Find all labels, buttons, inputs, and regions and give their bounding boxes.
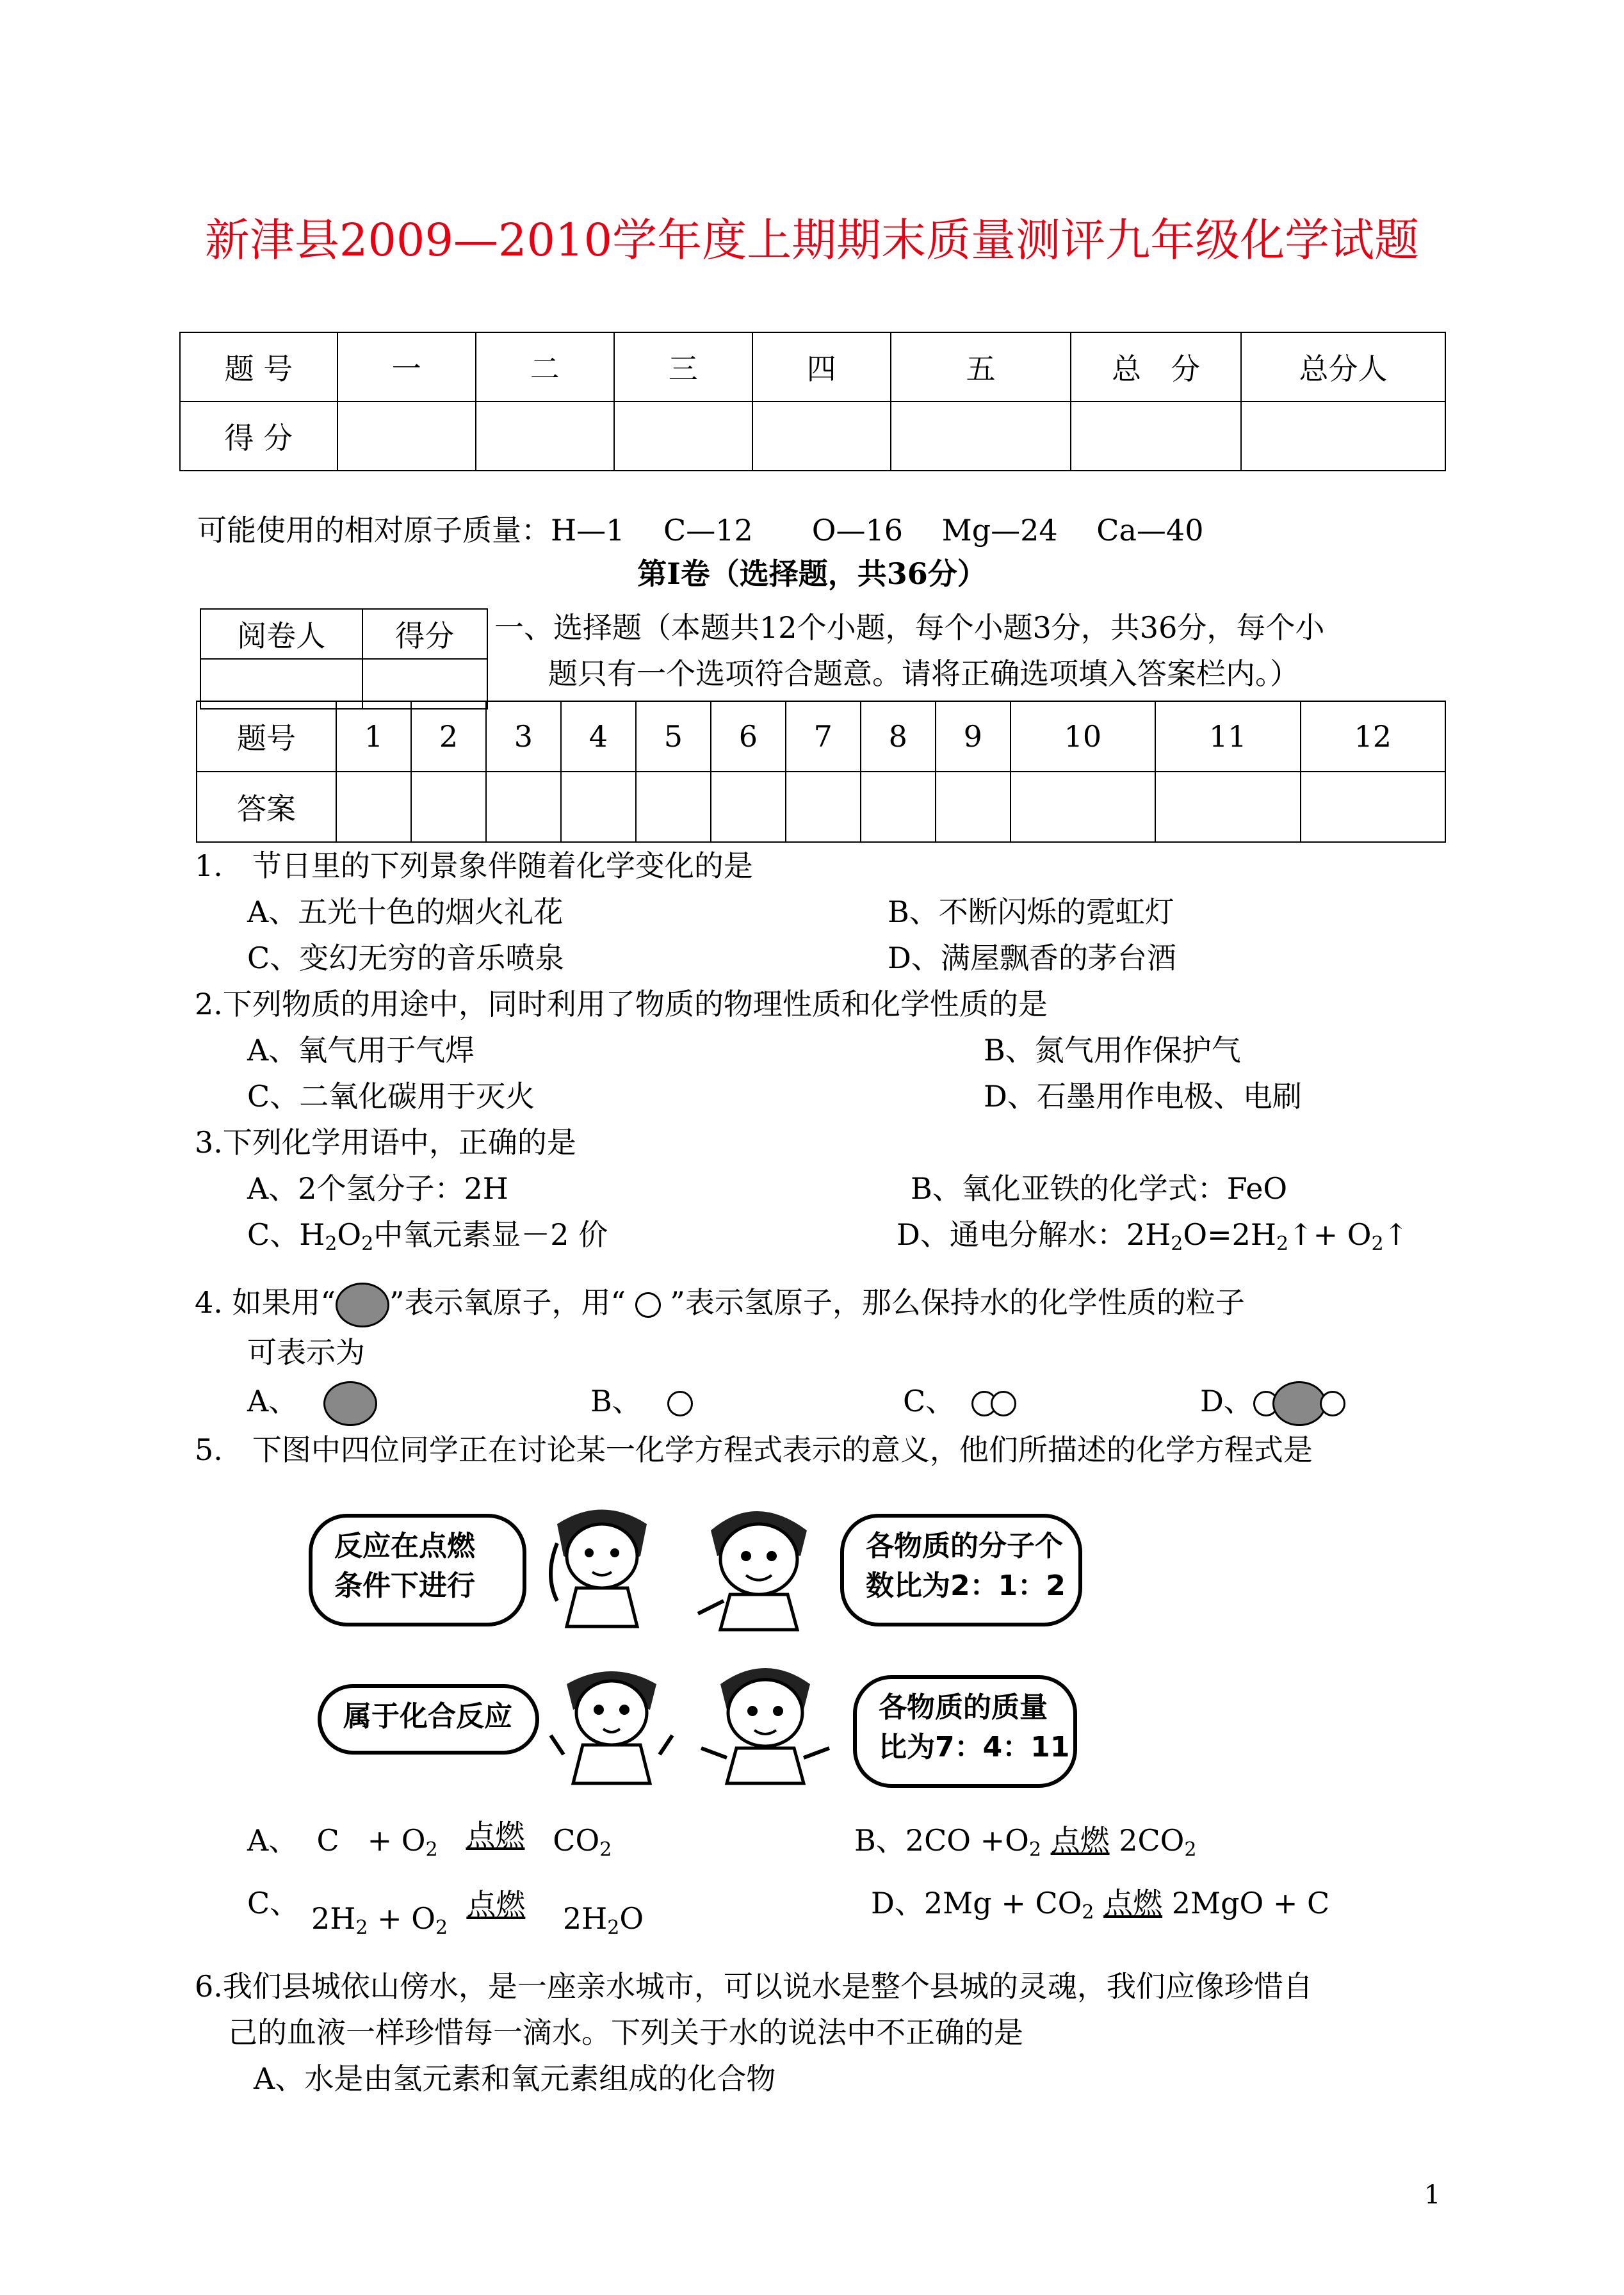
exam-title: 新津县2009—2010学年度上期期末质量测评九年级化学试题 — [204, 214, 1420, 266]
q1-option-b: B、不断闪烁的霓虹灯 — [888, 895, 1174, 929]
score-header-cell: 二 — [476, 332, 614, 401]
reviewer-label: 阅卷人 — [200, 609, 362, 659]
answer-cell — [1301, 772, 1445, 842]
speech-bubble-combination: 属于化合反应 — [318, 1684, 539, 1755]
score-header-cell: 题 号 — [180, 332, 337, 401]
student-girl-icon — [532, 1498, 672, 1633]
answer-cell — [1155, 772, 1300, 842]
question-number-cell: 5 — [636, 701, 711, 772]
answer-row-label: 答案 — [197, 772, 336, 842]
answer-table-number-row — [197, 701, 1445, 772]
question-number-cell: 9 — [936, 701, 1011, 772]
reviewer-table — [200, 608, 488, 710]
q4-stem: 4. 如果用“ ”表示氧原子，用“ ”表示氢原子，那么保持水的化学性质的粒子 — [195, 1278, 1245, 1327]
score-cell — [1241, 401, 1445, 471]
answer-cell — [1011, 772, 1155, 842]
q3-option-c: C、$H_2O_2$中氧元素显－2 价 — [247, 1217, 608, 1255]
student-boy-icon — [685, 1492, 832, 1633]
question-number-cell: 4 — [561, 701, 636, 772]
q1-stem: 1. 节日里的下列景象伴随着化学变化的是 — [195, 848, 753, 883]
answer-cell — [936, 772, 1011, 842]
score-cell — [476, 401, 614, 471]
reaction-condition: 点燃 — [1050, 1823, 1110, 1858]
score-cell — [891, 401, 1071, 471]
answer-table-answer-row — [197, 772, 1445, 842]
score-table — [179, 332, 1446, 471]
reaction-condition: 点燃 — [466, 1887, 526, 1922]
q4-option-a: A、 — [247, 1377, 377, 1426]
speech-bubble-mass-ratio: 各物质的质量 比为7：4：11 — [853, 1675, 1077, 1788]
q4-stem-line2: 可表示为 — [247, 1335, 365, 1370]
student-boy-2-icon — [692, 1652, 839, 1787]
section-instructions-line1: 一、选择题（本题共12个小题，每个小题3分，共36分，每个小 — [494, 610, 1325, 645]
answer-table — [196, 701, 1446, 843]
atomic-masses: 可能使用的相对原子质量：H—1 C—12 O—16 Mg—24 Ca—40 — [197, 513, 1204, 547]
score-cell — [752, 401, 891, 471]
q1-option-d: D、满屋飘香的茅台酒 — [888, 941, 1176, 975]
q2-stem: 2.下列物质的用途中，同时利用了物质的物理性质和化学性质的是 — [195, 987, 1048, 1021]
q4-option-b: B、 — [590, 1377, 693, 1425]
answer-cell — [786, 772, 861, 842]
score-header-cell: 总分人 — [1241, 332, 1445, 401]
score-table-header-row — [180, 332, 1445, 401]
oxygen-atom-icon — [323, 1381, 377, 1426]
speech-bubble-ignition: 反应在点燃 条件下进行 — [309, 1514, 526, 1626]
score-table-score-row — [180, 401, 1445, 471]
section-instructions-line2: 题只有一个选项符合题意。请将正确选项填入答案栏内。） — [548, 656, 1299, 691]
question-number-cell: 7 — [786, 701, 861, 772]
reaction-condition: 点燃 — [1103, 1886, 1163, 1920]
q5-option-a: A、 C + $O_2$ 点燃 $CO_2$ — [247, 1818, 612, 1861]
q3-option-b: B、氧化亚铁的化学式：FeO — [911, 1171, 1288, 1206]
score-cell — [614, 401, 752, 471]
answer-cell — [486, 772, 561, 842]
q6-option-a: A、水是由氢元素和氧元素组成的化合物 — [254, 2061, 776, 2096]
q2-option-b: B、氮气用作保护气 — [984, 1033, 1241, 1067]
answer-cell — [711, 772, 786, 842]
answer-cell — [636, 772, 711, 842]
q5-illustration — [301, 1486, 1082, 1787]
q5-option-c-label: C、 — [247, 1886, 300, 1920]
water-molecule-icon — [1253, 1381, 1345, 1426]
answer-cell — [561, 772, 636, 842]
answer-cell — [861, 772, 936, 842]
score-header-cell: 五 — [891, 332, 1071, 401]
q5-option-d: D、$2Mg + CO_2$ 点燃 2MgO + C — [871, 1886, 1330, 1924]
student-girl-2-icon — [544, 1658, 679, 1787]
hydrogen-atom-icon — [667, 1391, 693, 1416]
q5-stem: 5. 下图中四位同学正在讨论某一化学方程式表示的意义，他们所描述的化学方程式是 — [195, 1432, 1313, 1467]
hydrogen-molecule-icon — [971, 1391, 1016, 1416]
question-number-cell: 12 — [1301, 701, 1445, 772]
page-number: 1 — [1424, 2180, 1441, 2210]
hydrogen-atom-icon — [635, 1292, 661, 1318]
q2-option-d: D、石墨用作电极、电刷 — [984, 1079, 1302, 1114]
question-number-cell: 1 — [336, 701, 411, 772]
q1-option-c: C、变幻无穷的音乐喷泉 — [247, 941, 565, 975]
q4-option-c: C、 — [903, 1377, 1016, 1425]
q5-option-c: $2H_2 + O_2$ 点燃 $2H_2O$ — [311, 1887, 644, 1939]
q4-option-d: D、 — [1200, 1377, 1345, 1426]
reaction-condition: 点燃 — [466, 1818, 525, 1853]
score-row-label: 得 分 — [180, 401, 337, 471]
answer-header-label: 题号 — [197, 701, 336, 772]
q2-option-a: A、氧气用于气焊 — [247, 1033, 475, 1067]
question-number-cell: 11 — [1155, 701, 1300, 772]
score-cell — [337, 401, 476, 471]
score-header-cell: 三 — [614, 332, 752, 401]
score-header-cell: 四 — [752, 332, 891, 401]
q2-option-c: C、二氧化碳用于灭火 — [247, 1079, 535, 1114]
score-cell — [1071, 401, 1241, 471]
question-number-cell: 8 — [861, 701, 936, 772]
score-header-cell: 一 — [337, 332, 476, 401]
oxygen-atom-icon — [336, 1283, 389, 1327]
question-number-cell: 2 — [411, 701, 486, 772]
q3-option-a: A、2个氢分子：2H — [247, 1171, 508, 1206]
answer-cell — [336, 772, 411, 842]
q1-option-a: A、五光十色的烟火礼花 — [247, 895, 564, 929]
q3-option-d: D、通电分解水：$2H_2O=2H_2↑+$ $O_2↑$ — [897, 1217, 1409, 1255]
score-header-cell: 总 分 — [1071, 332, 1241, 401]
answer-cell — [411, 772, 486, 842]
q5-option-b: B、$2CO +O_2$ 点燃 $2CO_2$ — [854, 1823, 1197, 1861]
speech-bubble-molecule-ratio: 各物质的分子个 数比为2：1：2 — [840, 1514, 1082, 1626]
q3-stem: 3.下列化学用语中，正确的是 — [195, 1125, 576, 1160]
section-title: 第Ⅰ卷（选择题，共36分） — [637, 556, 987, 591]
question-number-cell: 6 — [711, 701, 786, 772]
q6-stem-line2: 己的血液一样珍惜每一滴水。下列关于水的说法中不正确的是 — [228, 2015, 1023, 2050]
reviewer-score-label: 得分 — [362, 609, 488, 659]
question-number-cell: 10 — [1011, 701, 1155, 772]
q6-stem-line1: 6.我们县城依山傍水，是一座亲水城市，可以说水是整个县城的灵魂，我们应像珍惜自 — [195, 1969, 1313, 2004]
question-number-cell: 3 — [486, 701, 561, 772]
